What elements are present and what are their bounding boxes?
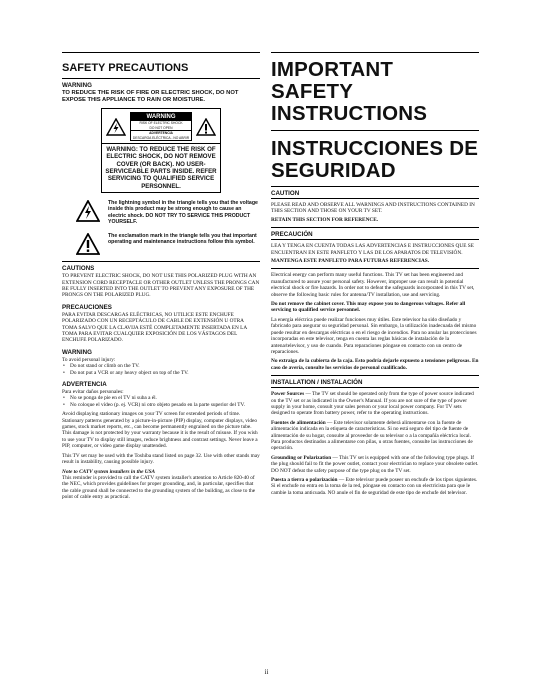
fuentes-text: — Este televisor solamente deberá alimentarse con la fuente de alimentación indicada en la etiqueta de características. Si no está seguro del tipo de fuente de alimentación de su hogar, consulte al proveedor de su televisor o a la compañía eléctrica local. Para productos destinados a alimentarse con pilas, u otras fuentes, consulte las instrucciones de operación. (271, 419, 473, 452)
cabinet-cover-text: Do not remove the cabinet cover. This may expose you to dangerous voltages. Refer all servicing to qualified service personnel. (271, 301, 466, 314)
warning2-intro: To avoid personal injury: (62, 356, 116, 363)
grounding-text: — This TV set is equipped with one of the following type plugs. If the plug should fail to fit the power outlet, contact your electrician to replace your obsolete outlet. DO NOT defeat the safety purpose of the type plug on the TV set. (271, 454, 479, 474)
stand-text: This TV set may be used with the Toshiba stand listed on page 32. Use with other stands may result in instability, causing possible injury. (62, 452, 260, 466)
installation-heading: INSTALLATION / INSTALACIÓN (271, 379, 363, 387)
box-line2: DO NOT OPEN (149, 125, 173, 130)
box-label: WARNING (131, 113, 191, 121)
instrucciones-title: INSTRUCCIONES DE SEGURIDAD (271, 137, 479, 182)
precaucion-heading: PRECAUCIÓN (271, 231, 313, 239)
power-sources-text: — The TV set should be operated only from the type of power source indicated on the TV set or as indicated in the Owner's Manual. If you are not sure of the type of power supply in your home, consult your sales person or your local power company. For TV sets designed to operate from battery power, refer to the operating instructions. (271, 391, 474, 417)
list-item: • No se ponga de pie en el TV ni suba a él. (70, 395, 260, 401)
precaucion-keep: MANTENGA ESTE PANFLETO PARA FUTURAS REFERENCIAS. (271, 258, 430, 265)
lightning-triangle-icon (106, 118, 126, 136)
exclamation-explanation: The exclamation mark in the triangle tells you that important operating and maintenance instructions follow this symbol. (108, 233, 257, 246)
cubierta-text: No extraiga de la cubierta de la caja. Esto podría dejarle expuesto a tensiones peligrosas. En caso de avería, consulte los servicios de personal cualificado. (271, 358, 479, 371)
precauciones-heading: PRECAUCIONES (62, 303, 112, 311)
left-column (62, 52, 260, 501)
cautions-heading: CAUTIONS (62, 265, 95, 273)
exclamation-triangle-icon (196, 118, 216, 136)
power-sources-label: Power Sources (271, 391, 305, 398)
energia-text: La energía eléctrica puede realizar funciones muy útiles. Este televisor ha sido diseñado y fabricado para asegurar su seguridad personal. Sin embargo, la utilización inadecuada del mismo puede resultar en descargas eléctricas o en el riesgo de incendios. Para no anular las protecciones incorporadas en este televisor, tenga en cuenta las reglas básicas de instalación de la antena/televisor, y uso de cuando. Para reparaciones póngase en contacto con un centro de reparaciones. (271, 316, 477, 355)
warning-text: TO REDUCE THE RISK OF FIRE OR ELECTRIC SHOCK, DO NOT EXPOSE THIS APPLIANCE TO RAIN OR MOISTURE. (62, 90, 239, 103)
shock-warning-box (101, 108, 221, 193)
list-item: • Do not put a VCR or any heavy object on top of the TV. (70, 370, 260, 376)
lightning-explanation: The lightning symbol in the triangle tells you that the voltage inside this product may be strong enough to cause an electric shock. DO NOT TRY TO SERVICE THIS PRODUCT YOURSELF. (108, 199, 258, 225)
page-number: ii (264, 668, 269, 676)
precaucion-text: LEA Y TENGA EN CUENTA TODAS LAS ADVERTENCIAS E INSTRUCCIONES QUE SE ENCUENTRAN EN ESTE PANFLETO Y LAS DE LOS APARATOS DE TELEVISIÓN. (271, 243, 474, 256)
box-warning-text: WARNING: TO REDUCE THE RISK OF ELECTRIC SHOCK, DO NOT REMOVE COVER (OR BACK). NO USER-SERVICEABLE PARTS INSIDE. REFER SERVICING TO QUALIFIED SERVICE PERSONNEL. (105, 146, 217, 190)
advertencia-heading: ADVERTENCIA (62, 381, 107, 389)
caution-heading: CAUTION (271, 190, 300, 197)
right-column (271, 52, 479, 496)
warning-heading: WARNING (62, 82, 92, 89)
cautions-text: TO PREVENT ELECTRIC SHOCK, DO NOT USE THIS POLARIZED PLUG WITH AN EXTENSION CORD RECEPTACLE OR OTHER OUTLET UNLESS THE PRONGS CAN BE FULLY INSERTED INTO THE OUTLET TO PREVENT ANY EXPOSURE OF THE PRONGS ON THE POLARIZED PLUG. (62, 273, 260, 299)
grounding-label: Grounding or Polarization (271, 454, 332, 461)
energy-text: Electrical energy can perform many useful functions. This TV set has been engineered and manufactured to assure your personal safety. However, improper use can result in potential electrical shock or fire hazards. In order not to defeat the safeguards incorporated in this TV set, observe the following basic rules for antenna/TV installation, use and servicing. (271, 272, 475, 298)
box-line3: ADVERTENCIA (131, 130, 191, 136)
catv-heading: Note to CATV system installers in the USA (62, 468, 156, 475)
safety-precautions-title: SAFETY PRECAUTIONS (62, 62, 189, 74)
important-safety-title: IMPORTANT SAFETY INSTRUCTIONS (271, 58, 428, 125)
warning2-heading: WARNING (62, 348, 92, 356)
list-item: • Do not stand or climb on the TV. (70, 363, 260, 369)
exclamation-triangle-icon (76, 233, 100, 255)
caution-text: PLEASE READ AND OBSERVE ALL WARNINGS AND INSTRUCTIONS CONTAINED IN THIS SECTION AND THOSE ON YOUR TV SET. (271, 202, 475, 215)
advertencia-intro: Para evitar daños personales: (62, 389, 124, 396)
box-line1: RISK OF ELECTRIC SHOCK (139, 121, 183, 126)
fuentes-label: Fuentes de alimentación (271, 419, 326, 426)
list-item: • No coloque el vídeo (p. ej. VCR) ni otro objeto pesado en la parte superior del TV. (70, 402, 260, 408)
tierra-text: — Este televisor puede poseer un enchufe de los tipos siguientes. Si el enchufe no entra en la toma de la red, póngase en contacto con un electricista para que le cambie la toma anticuada. NO anule el fin de seguridad de este tipo de enchufe del televisor. (271, 477, 478, 496)
catv-text: This reminder is provided to call the CATV system installer's attention to Article 820-40 of the NEC, which provides guidelines for proper grounding, and, in particular, specifies that the cable ground shall be connected to the grounding system of the building, as close to the point of cable entry as practical. (62, 474, 256, 501)
lightning-triangle-icon (76, 200, 100, 222)
box-line4: DESCARGA ELÉCTRICA - NO ABRIR (132, 135, 190, 140)
tierra-label: Puesta a tierra o polarización (271, 477, 338, 483)
precauciones-text: PARA EVITAR DESCARGAS ELÉCTRICAS, NO UTILICE ESTE ENCHUFE POLARIZADO CON UN RECEPTÁCULO DE CABLE DE EXTENSIÓN U OTRA TOMA SALVO QUE LA CLAVIJA ESTÉ COMPLETAMENTE INSERTADA EN LA TOMA PARA EVITAR CUALQUIER EXPOSICIÓN DE LOS VÁSTAGOS DEL ENCHUFE POLARIZADO. (62, 311, 247, 344)
stationary-images-text: Avoid displaying stationary images on your TV screen for extended periods of time. Stationary patterns generated by a picture-in-picture (PIP) display, computer displays, video games, stock market reports, etc., can become permanently engrained on the picture tube. This damage is not protected by your warranty because it is the result of misuse. If you wish to use your TV to display still images, reduce brightness and contrast settings. Never leave a PIP, computer, or video game display unattended. (62, 411, 258, 450)
caution-retain: RETAIN THIS SECTION FOR REFERENCE. (271, 216, 379, 223)
